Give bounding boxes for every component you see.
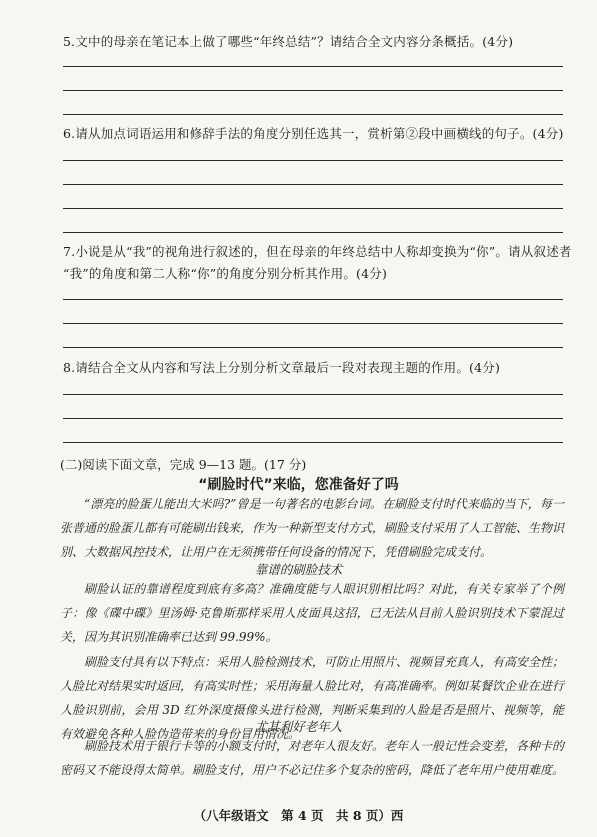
- answer-line[interactable]: [63, 66, 563, 67]
- answer-line[interactable]: [63, 160, 563, 161]
- subtitle-reliable-tech: 靠谱的刷脸技术: [254, 562, 343, 577]
- page-footer: （八年级语文 第 4 页 共 8 页）西: [193, 808, 404, 823]
- answer-line[interactable]: [63, 232, 563, 233]
- answer-line[interactable]: [63, 442, 563, 443]
- paragraph-1: [60, 492, 564, 564]
- answer-line[interactable]: [63, 184, 563, 185]
- question-5: 5.文中的母亲在笔记本上做了哪些“年终总结”？请结合全文内容分条概括。(4分): [63, 34, 514, 49]
- question-7-line-1: 7.小说是从“我”的视角进行叙述的，但在母亲的年终总结中人称却变换为“你”。请从叙述者: [63, 244, 572, 259]
- answer-line[interactable]: [63, 90, 563, 91]
- article-title: “刷脸时代”来临，您准备好了吗: [198, 477, 399, 493]
- answer-line[interactable]: [63, 114, 563, 115]
- question-7-line-2: “我”的角度和第二人称“你”的角度分别分析其作用。(4分): [63, 266, 388, 281]
- answer-line[interactable]: [63, 323, 563, 324]
- section-heading: (二)阅读下面文章，完成 9—13 题。(17 分): [60, 457, 307, 472]
- paragraph-text: “漂亮的脸蛋儿能出大米吗?”曾是一句著名的电影台词。在刷脸支付时代来临的当下，每一张普通的脸蛋儿都有可能刷出钱来，作为一种新型支付方式，刷脸支付采用了人工智能、生物识别、大数据风控技术，让用户在无须携带任何设备的情况下，凭借刷脸完成支付。: [60, 497, 565, 559]
- paragraph-text: 刷脸支付具有以下特点：采用人脸检测技术，可防止用照片、视频冒充真人，有高安全性；人脸比对结果实时返回，有高实时性；采用海量人脸比对，有高准确率。例如某餐饮企业在进行人脸识别前，会用 3D 红外深度摄像头进行检测，判断采集到的人脸是否是照片、视频等，能有效避免各种人脸伪造带来的身份冒用情况。: [60, 655, 565, 741]
- question-6: 6.请从加点词语运用和修辞手法的角度分别任选其一，赏析第②段中画横线的句子。(4分): [63, 126, 564, 141]
- paragraph-2: [60, 577, 564, 649]
- paragraph-4: [60, 734, 564, 782]
- question-8: 8.请结合全文从内容和写法上分别分析文章最后一段对表现主题的作用。(4分): [63, 360, 501, 375]
- answer-line[interactable]: [63, 299, 563, 300]
- paragraph-text: 刷脸技术用于银行卡等的小额支付时，对老年人很友好。老年人一般记性会变差，各种卡的密码又不能设得太简单。刷脸支付，用户不必记住多个复杂的密码，降低了老年用户使用难度。: [60, 739, 565, 777]
- paragraph-text: 刷脸认证的靠谱程度到底有多高？准确度能与人眼识别相比吗？对此，有关专家举了个例子：像《碟中碟》里汤姆·克鲁斯那样采用人皮面具这招，已无法从目前人脸识别技术下蒙混过关，因为其识别准确率已达到 99.99%。: [60, 582, 564, 644]
- answer-line[interactable]: [63, 418, 563, 419]
- answer-line[interactable]: [63, 208, 563, 209]
- subtitle-elderly: 尤其利好老年人: [254, 719, 343, 734]
- answer-line[interactable]: [63, 347, 563, 348]
- answer-line[interactable]: [63, 394, 563, 395]
